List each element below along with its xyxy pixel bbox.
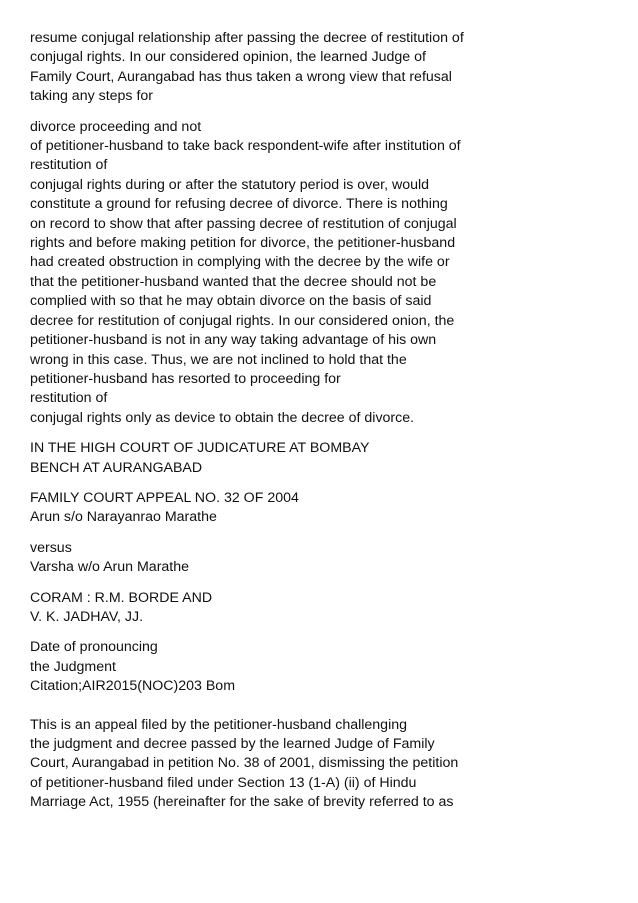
case-parties <box>30 539 630 578</box>
text-line: complied with so that he may obtain divorce on the basis of said <box>30 293 432 310</box>
text-line: taking any steps for <box>30 88 154 105</box>
judgment-date-citation <box>30 638 630 696</box>
appeal-number: FAMILY COURT APPEAL NO. 32 OF 2004 <box>30 489 299 506</box>
text-line: Marriage Act, 1955 (hereinafter for the sake of brevity referred to as <box>30 794 454 811</box>
paragraph-appeal-intro <box>30 716 630 813</box>
case-title <box>30 489 630 528</box>
text-line: petitioner-husband has resorted to proceeding for <box>30 370 341 387</box>
text-line: on record to show that after passing decree of restitution of conjugal <box>30 215 457 232</box>
text-line: the judgment and decree passed by the learned Judge of Family <box>30 736 435 752</box>
text-line: divorce proceeding and not <box>30 118 202 135</box>
text-line: This is an appeal filed by the petitioner-husband challenging <box>30 716 408 733</box>
text-line: conjugal rights. In our considered opinion, the learned Judge of <box>30 49 426 66</box>
text-line: constitute a ground for refusing decree of divorce. There is nothing <box>30 196 448 213</box>
coram-judge-1: CORAM : R.M. BORDE AND <box>30 589 213 606</box>
text-line: wrong in this case. Thus, we are not inclined to hold that the <box>30 351 407 368</box>
text-line: petitioner-husband is not in any way taking advantage of his own <box>30 332 437 349</box>
text-line: rights and before making petition for divorce, the petitioner-husband <box>30 235 456 252</box>
court-heading <box>30 439 630 478</box>
respondent-name: Varsha w/o Arun Marathe <box>30 559 190 576</box>
text-line: conjugal rights during or after the statutory period is over, would <box>30 176 430 193</box>
text-line: restitution of <box>30 157 108 174</box>
appellant-name: Arun s/o Narayanrao Marathe <box>30 509 217 526</box>
text-line: the Judgment <box>30 658 116 675</box>
text-line: had created obstruction in complying with the decree by the wife or <box>30 254 450 271</box>
paragraph-restitution-opinion <box>30 29 630 107</box>
text-line: Court, Aurangabad in petition No. 38 of 2001, dismissing the petition <box>30 755 459 772</box>
document-page <box>30 29 630 824</box>
citation: Citation;AIR2015(NOC)203 Bom <box>30 678 236 695</box>
text-line: decree for restitution of conjugal rights. In our considered onion, the <box>30 312 455 329</box>
text-line: Date of pronouncing <box>30 639 158 656</box>
text-line: conjugal rights only as device to obtain the decree of divorce. <box>30 409 415 426</box>
text-line: restitution of <box>30 390 108 407</box>
text-line: that the petitioner-husband wanted that the decree should not be <box>30 273 437 290</box>
paragraph-divorce-ground <box>30 118 630 429</box>
coram <box>30 589 630 628</box>
text-line: of petitioner-husband filed under Section 13 (1-A) (ii) of Hindu <box>30 774 417 791</box>
coram-judge-2: V. K. JADHAV, JJ. <box>30 608 144 625</box>
text-line: resume conjugal relationship after passing the decree of restitution of <box>30 30 464 46</box>
versus-label: versus <box>30 539 72 556</box>
text-line: Family Court, Aurangabad has thus taken a wrong view that refusal <box>30 68 452 85</box>
court-bench: BENCH AT AURANGABAD <box>30 459 203 476</box>
court-name: IN THE HIGH COURT OF JUDICATURE AT BOMBAY <box>30 440 370 457</box>
text-line: of petitioner-husband to take back respondent-wife after institution of <box>30 138 461 155</box>
